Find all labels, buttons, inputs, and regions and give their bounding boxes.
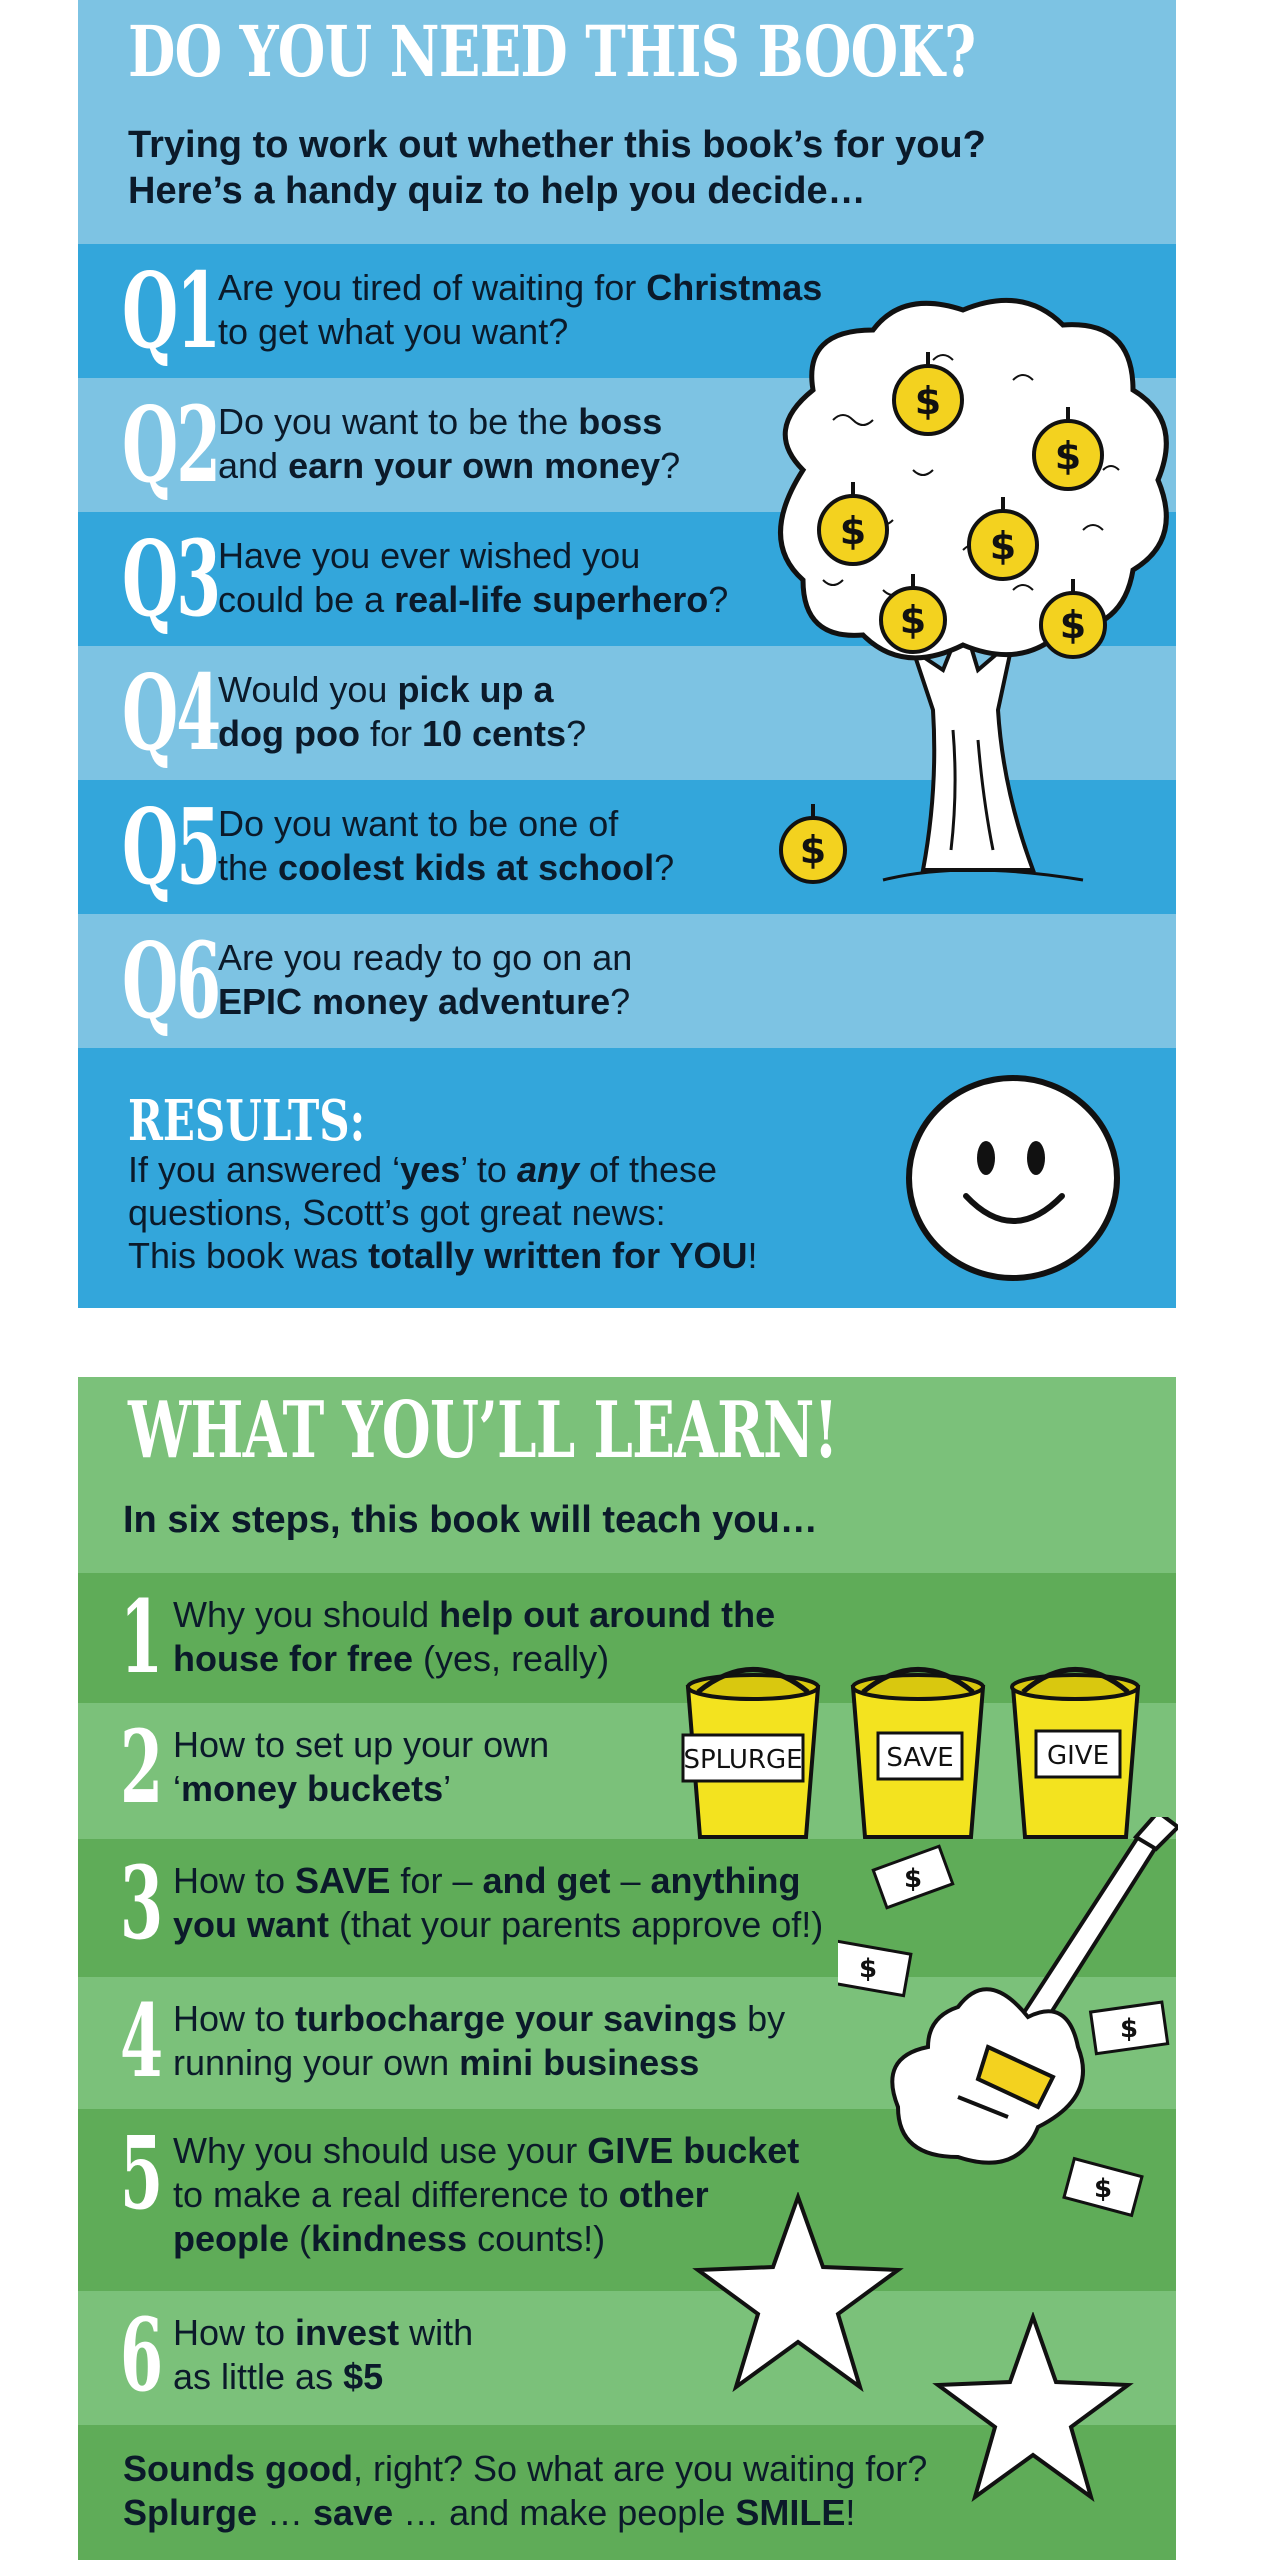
- svg-text:$: $: [799, 828, 827, 872]
- question-number: Q2: [122, 383, 220, 506]
- step-number: 6: [120, 2296, 164, 2414]
- quiz-panel: [78, 0, 1176, 1308]
- svg-text:$: $: [1119, 2014, 1139, 2044]
- results-text: If you answered ‘yes’ to any of these questions, Scott’s got great news: This book was totally written for YOU!: [128, 1149, 758, 1276]
- learn-title: WHAT YOU’LL LEARN!: [128, 1385, 838, 1476]
- svg-text:$: $: [1054, 434, 1082, 478]
- svg-text:$: $: [1093, 2174, 1113, 2204]
- money-tree-illustration: [763, 290, 1183, 910]
- step-text: How to set up your own ‘money buckets’: [173, 1724, 550, 1809]
- svg-text:$: $: [903, 1864, 923, 1894]
- learn-panel: [78, 1377, 1176, 2560]
- save-label: SAVE: [886, 1743, 954, 1773]
- footer-text: Sounds good, right? So what are you waiting for? Splurge … save … and make people SMILE!: [123, 2448, 928, 2533]
- question-number: Q5: [122, 785, 220, 908]
- svg-text:$: $: [839, 509, 867, 553]
- results-title: RESULTS:: [128, 1088, 366, 1154]
- splurge-label: SPLURGE: [683, 1745, 803, 1775]
- question-text: Would you pick up a dog poo for 10 cents?: [218, 669, 587, 754]
- step-number: 4: [120, 1982, 164, 2100]
- star-icon: [688, 2192, 908, 2392]
- step-number: 1: [120, 1578, 164, 1696]
- step-text: How to turbocharge your savings by running your own mini business: [173, 1998, 786, 2083]
- svg-text:$: $: [899, 598, 927, 642]
- quiz-title: DO YOU NEED THIS BOOK?: [128, 10, 976, 93]
- svg-text:$: $: [858, 1954, 878, 1984]
- step-number: 5: [120, 2114, 164, 2232]
- question-number: Q3: [122, 517, 220, 640]
- svg-text:$: $: [914, 379, 942, 423]
- step-number: 3: [120, 1844, 164, 1962]
- question-text: Do you want to be one of the coolest kids at school?: [218, 803, 675, 888]
- star-icon: [928, 2312, 1138, 2502]
- question-row-6: [78, 914, 1176, 1048]
- question-text: Are you ready to go on an EPIC money adventure?: [218, 937, 633, 1022]
- svg-text:$: $: [1059, 603, 1087, 647]
- step-number: 2: [120, 1708, 164, 1826]
- question-number: Q4: [122, 651, 220, 774]
- step-text: Why you should use your GIVE bucket to make a real difference to other people (kindness counts!): [173, 2130, 800, 2259]
- smiley-face-icon: [898, 1068, 1128, 1288]
- guitar-illustration: [838, 1817, 1178, 2247]
- question-text: Are you tired of waiting for Christmas to get what you want?: [218, 267, 823, 352]
- question-number: Q1: [122, 249, 220, 372]
- question-text: Have you ever wished you could be a real-life superhero?: [218, 535, 729, 620]
- quiz-intro: Trying to work out whether this book’s for you? Here’s a handy quiz to help you decide…: [128, 124, 986, 212]
- give-label: GIVE: [1046, 1741, 1110, 1771]
- step-text: Why you should help out around the house for free (yes, really): [173, 1594, 776, 1679]
- step-text: How to SAVE for – and get – anything you want (that your parents approve of!): [173, 1860, 824, 1945]
- svg-text:$: $: [989, 524, 1017, 568]
- learn-intro: In six steps, this book will teach you…: [123, 1499, 818, 1541]
- question-text: Do you want to be the boss and earn your own money?: [218, 401, 681, 486]
- step-text: How to invest with as little as $5: [173, 2312, 474, 2397]
- results-section: [78, 1048, 1176, 1308]
- question-number: Q6: [122, 919, 220, 1042]
